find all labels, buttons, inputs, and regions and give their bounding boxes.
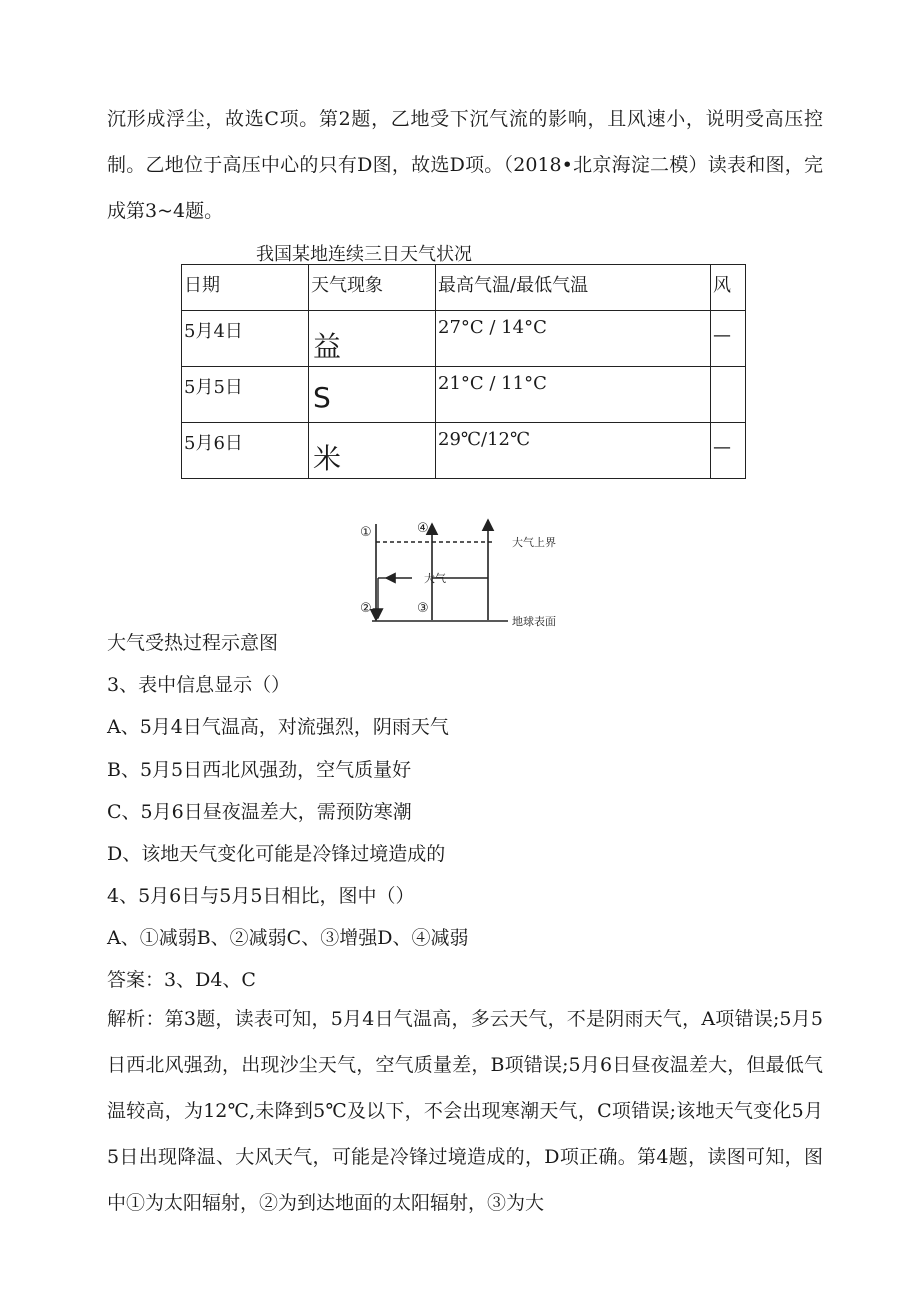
header-temperature: 最高气温/最低气温 [436,265,711,311]
row-date: 5月6日 [182,423,309,479]
question-3-option-b: B、5月5日西北风强劲，空气质量好 [107,759,412,781]
label-1: ① [360,525,372,540]
table-row [182,311,746,367]
header-weather: 天气现象 [309,265,436,311]
label-ground: 地球表面 [512,615,556,628]
table-row [182,423,746,479]
label-4: ④ [417,521,429,536]
label-top-boundary: 大气上界 [512,536,556,549]
weather-symbol-icon: 益 [313,330,342,363]
question-3-stem: 3、表中信息显示（） [107,674,291,696]
question-4-options: A、①减弱B、②减弱C、③增强D、④减弱 [107,927,469,949]
label-2: ② [360,601,372,616]
diagram-caption: 大气受热过程示意图 [107,632,279,654]
row-temperature: 29℃/12℃ [436,423,711,479]
weather-symbol-icon: 米 [313,442,342,475]
label-atmosphere: 大气 [424,572,446,585]
header-wind: 风 [711,265,746,311]
wind-symbol-icon: — [713,325,731,346]
table-title: 我国某地连续三日天气状况 [256,244,472,265]
weather-table [181,264,746,479]
table-row [182,367,746,423]
question-4-stem: 4、5月6日与5月5日相比，图中（） [107,885,415,907]
row-temperature: 27°C / 14°C [436,311,711,367]
header-date: 日期 [182,265,309,311]
wind-symbol-icon: — [713,437,731,458]
analysis-paragraph: 解析：第3题，读表可知，5月4日气温高，多云天气，不是阴雨天气，A项错误;5月5日西北风强劲，出现沙尘天气，空气质量差，B项错误;5月6日昼夜温差大，但最低气温较高，为12℃,未降到5℃及以下，不会出现寒潮天气，C项错误;该地天气变化5月5日出现降温、大风天气，可能是冷锋过境造成的，D项正确。第4题，读图可知，图中①为太阳辐射，②为到达地面的太阳辐射，③为大 [107,1008,823,1214]
row-temperature: 21°C / 11°C [436,367,711,423]
question-3-option-a: A、5月4日气温高，对流强烈，阴雨天气 [107,716,449,738]
table-header-row [182,265,746,311]
question-3-option-d: D、该地天气变化可能是冷锋过境造成的 [107,843,446,865]
label-3: ③ [417,601,429,616]
atmosphere-heating-diagram [352,514,572,630]
weather-symbol-icon: S [313,381,331,414]
row-date: 5月5日 [182,367,309,423]
row-date: 5月4日 [182,311,309,367]
intro-paragraph: 沉形成浮尘，故选C项。第2题，乙地受下沉气流的影响，且风速小，说明受高压控制。乙地位于高压中心的只有D图，故选D项。（2018•北京海淀二模）读表和图，完成第3~4题。 [107,108,823,222]
answer-line: 答案：3、D4、C [107,969,256,991]
question-3-option-c: C、5月6日昼夜温差大，需预防寒潮 [107,801,412,823]
